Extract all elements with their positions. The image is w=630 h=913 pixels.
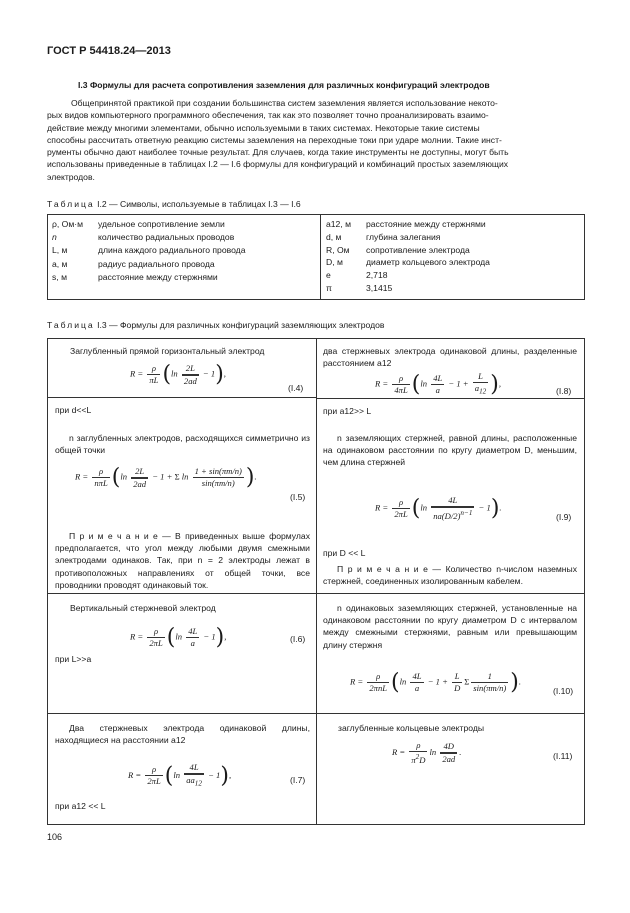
cell-2-text: два стержневых электрода одинаковой длины, разделенные расстоянием a12 — [323, 346, 577, 369]
cell-4-note: П р и м е ч а н и е — Количество n-числом наземных стержней, соединенных изолированным кабелем. — [323, 564, 577, 587]
cell-4-cond: при D << L — [323, 548, 366, 558]
row-divider — [316, 398, 584, 399]
intro-paragraph — [47, 97, 585, 183]
table-i3-caption: Таблица I.3 — Формулы для различных конфигураций заземляющих электродов — [47, 320, 385, 330]
formula-i4: R = $\frac{\rho}{\pi L}$ (ln $\frac{2L}{2ad}$ − 1), — [130, 362, 226, 387]
formula-i7: R = $\frac{\rho}{2\pi L}$ (ln $\frac{4L}{aa_{12}}$ − 1), — [128, 762, 232, 789]
table-divider — [316, 339, 317, 824]
cell-5-cond: при L>>a — [55, 654, 92, 664]
cell-2-cond: при a12>> L — [323, 406, 372, 416]
para-line: способны рассчитать ответную реакцию системы заземления на переходные токи при ударе молнии. Такие инст- — [47, 134, 502, 145]
para-line: электродов. — [47, 171, 95, 182]
cell-1-cond: при d<<L — [55, 405, 92, 415]
para-line: Общепринятой практикой при создании большинства систем заземления является использование некото- — [71, 98, 498, 108]
section-title: I.3 Формулы для расчета сопротивления заземления для различных конфигураций электродов — [78, 80, 490, 90]
para-line: рых видов компьютерного программного обеспечения, так как это позволяет точно проанализировать взаимо- — [47, 110, 489, 121]
eq-num-i11: (I.11) — [553, 751, 573, 761]
cell-3-note: П р и м е ч а н и е — В приведенных выше формулах предполагается, что угол между любыми двумя смежными электродами одинаков. Так, при n = 2 электроды лежат в противоположных направлениях от общей точки, все проводники проводят одинаковый ток. — [55, 531, 310, 590]
para-line: действие между многими элементами, обычно используемыми в таких системах. Некоторые такие системы — [47, 122, 480, 133]
table-i2-left: ρ, Ом·м удельное сопротивление земли n количество радиальных проводов L, м длина каждого радиального провода a, м радиус радиального провода s, м расстояние между стержнями — [52, 219, 246, 282]
formula-i11: R = $\frac{\rho}{\pi^2D}$ ln $\frac{4D}{2ad}$ . — [392, 740, 462, 765]
formula-i10: R = $\frac{\rho}{\text{2πnL}}$ (ln $\frac{4L}{a}$ − 1 + $\frac{L}{D}$ Σ $\frac{1}{\sin(\pi m/n)}$ ). — [350, 670, 521, 695]
formula-i8: R = $\frac{\rho}{4\pi L}$ (ln $\frac{4L}{a}$ − 1 + $\frac{L}{a_{12}}$ ), — [375, 371, 501, 397]
formula-i5: R = $\frac{\rho}{\text{nπL}}$ (ln $\frac{2L}{2ad}$ − 1 + Σ ln $\frac{1 + \sin(\pi m/n)}{\sin(\pi m/n)}$ ). — [75, 465, 257, 490]
cell-6-text: n одинаковых заземляющих стержней, установленные на одинаковом расстоянии по кругу диаметром D с интервалом между смежными стержнями, равным или превышающим длину стержня — [323, 603, 577, 650]
eq-num-i7: (I.7) — [290, 775, 306, 785]
eq-num-i10: (I.10) — [553, 686, 574, 696]
row-divider — [48, 713, 584, 714]
cell-3-text: n заглубленных электродов, расходящихся симметрично из общей точки — [55, 433, 310, 456]
row-divider — [48, 397, 316, 398]
table-divider — [320, 215, 321, 299]
formula-i6: R = $\frac{\rho}{2\pi L}$ (ln $\frac{4L}{a}$ − 1), — [130, 625, 227, 650]
cell-7-cond: при a12 << L — [55, 801, 106, 811]
document-header: ГОСТ Р 54418.24—2013 — [47, 45, 171, 57]
cell-5-text: Вертикальный стержневой электрод — [70, 603, 216, 613]
row-divider — [48, 593, 316, 594]
cell-8-text: заглубленные кольцевые электроды — [338, 723, 485, 733]
para-line: рументы обычно дают наиболее точные результат. Для случаев, когда такие инструменты не доступны, могут быть — [47, 147, 509, 158]
eq-num-i4: (I.4) — [288, 383, 304, 393]
cell-7-text: Два стержневых электрода одинаковой длины, находящиеся на расстоянии a12 — [55, 723, 310, 746]
cell-4-text: n заземляющих стержней, равной длины, расположенные на одинаковом расстоянии по кругу диаметром D, меньшим, чем длина стержней — [323, 433, 577, 468]
formula-i9: R = $\frac{\rho}{2\pi L}$ (ln $\frac{4L}{na(D/2)^{n-1}}$ − 1). — [375, 495, 502, 521]
table-i2-right: a12, м расстояние между стержнями d, м глубина залегания R, Ом сопротивление электрода D, м диаметр кольцевого электрода e 2,718 π 3,1415 — [326, 219, 490, 293]
row-divider — [316, 593, 584, 594]
page-number: 106 — [47, 832, 63, 842]
eq-num-i6: (I.6) — [290, 634, 306, 644]
eq-num-i8: (I.8) — [556, 386, 572, 396]
cell-1-text: Заглубленный прямой горизонтальный электрод — [70, 346, 265, 356]
table-i2 — [47, 214, 585, 300]
table-i2-caption: Таблица I.2 — Символы, используемые в таблицах I.3 — I.6 — [47, 199, 301, 209]
eq-num-i9: (I.9) — [556, 512, 572, 522]
eq-num-i5: (I.5) — [290, 492, 306, 502]
para-line: использованы приведенные в таблицах I.2 — I.6 формулы для конфигураций и комбинаций простых заземляющих — [47, 159, 509, 170]
